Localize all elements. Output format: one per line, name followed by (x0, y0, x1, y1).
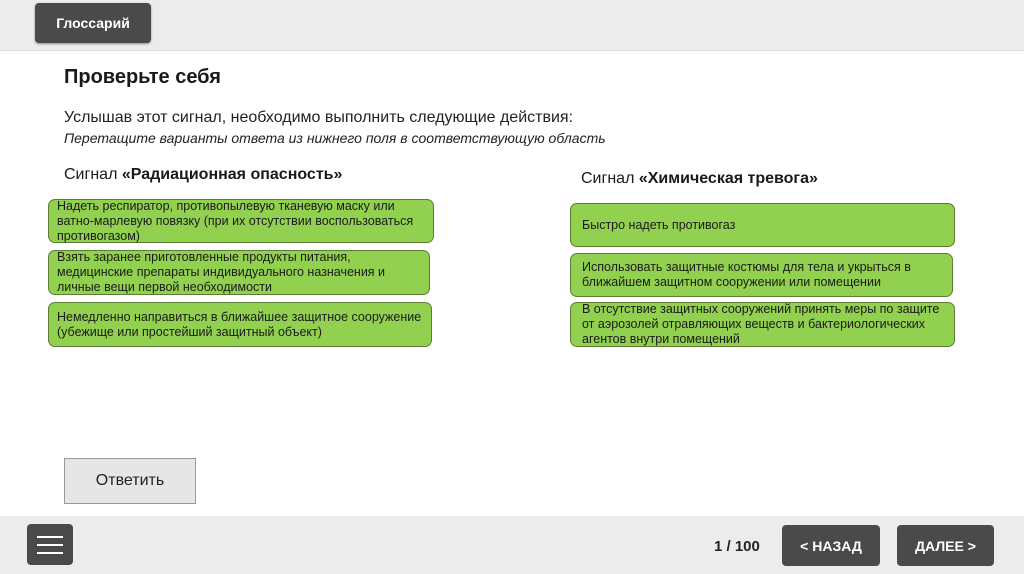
answer-card[interactable] (570, 302, 955, 347)
next-button[interactable]: ДАЛЕЕ > (897, 525, 994, 566)
signal-name: «Радиационная опасность» (121, 166, 343, 183)
answer-card[interactable] (48, 250, 430, 295)
top-bar (0, 0, 1024, 51)
bottom-bar (0, 516, 1024, 574)
answer-card-text: В отсутствие защитных сооружений принять меры по защите от аэрозолей отравляющих веществ и бактериологических агентов внутри помещений (582, 302, 940, 346)
answer-card[interactable] (570, 253, 953, 297)
answer-card-text: Использовать защитные костюмы для тела и укрыться в ближайшем защитном сооружении или помещении (582, 260, 911, 289)
signal-name: «Химическая тревога» (638, 170, 818, 187)
glossary-button[interactable]: Глоссарий (35, 3, 151, 43)
question-text: Услышав этот сигнал, необходимо выполнить следующие действия: (64, 109, 574, 126)
signal-prefix: Сигнал (581, 170, 635, 187)
answer-button[interactable]: Ответить (64, 458, 196, 504)
answer-card-text: Немедленно направиться в ближайшее защитное сооружение (убежище или простейший защитный объект) (57, 309, 422, 339)
answer-card[interactable] (48, 302, 432, 347)
signal-prefix: Сигнал (64, 166, 118, 183)
answer-card-text: Быстро надеть противогаз (582, 217, 736, 232)
signal-heading-chemical (581, 170, 818, 188)
hamburger-menu-icon[interactable] (27, 524, 73, 565)
answer-card-text: Взять заранее приготовленные продукты питания, медицинские препараты индивидуального назначения и личные вещи первой необходимости (57, 250, 386, 294)
answer-card[interactable] (48, 199, 434, 243)
answer-card-text: Надеть респиратор, противопылевую тканевую маску или ватно-марлевую повязку (при их отсутствии воспользоваться противогазом) (57, 198, 414, 243)
instruction-text: Перетащите варианты ответа из нижнего поля в соответствующую область (64, 130, 606, 146)
page-title: Проверьте себя (64, 66, 221, 88)
back-button[interactable]: < НАЗАД (782, 525, 880, 566)
answer-card[interactable] (570, 203, 955, 247)
signal-heading-radiation (64, 166, 342, 184)
page-counter: 1 / 100 (714, 538, 760, 555)
